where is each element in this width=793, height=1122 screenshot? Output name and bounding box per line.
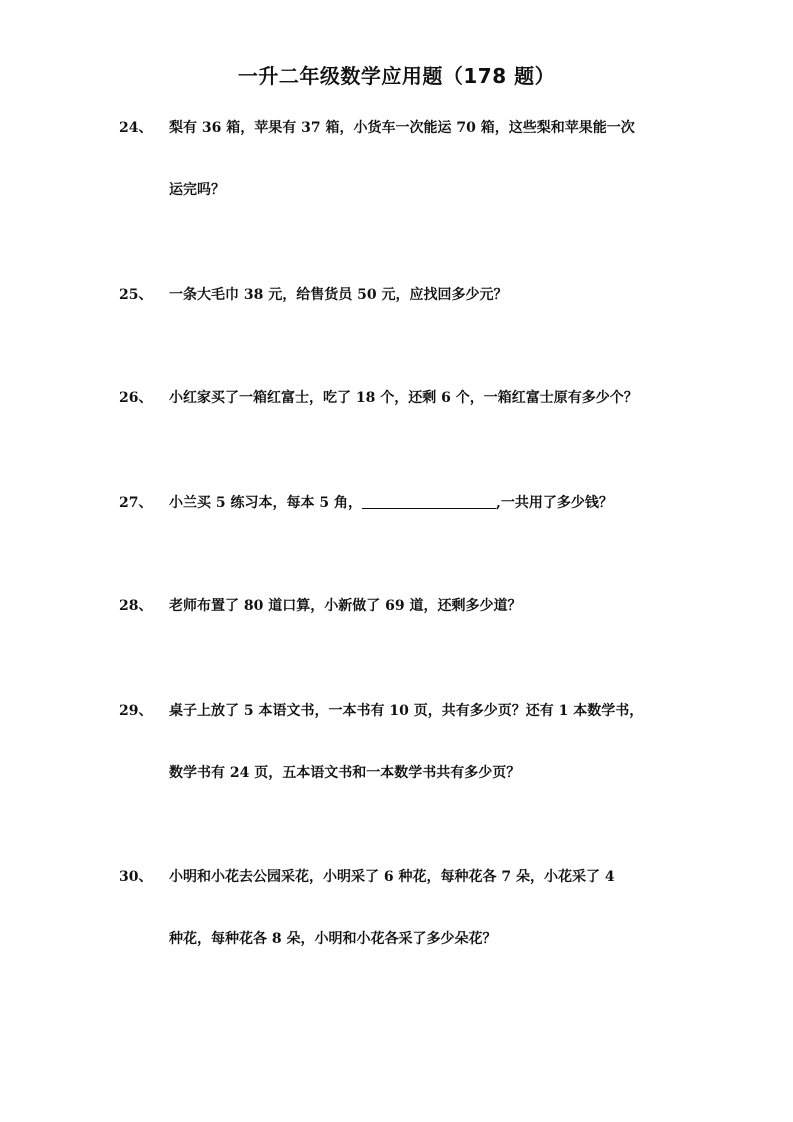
problem-text-line: 种花，每种花各 8 朵，小明和小花各采了多少朵花？: [169, 931, 497, 947]
problem-text-line: 老师布置了 80 道口算，小新做了 69 道，还剩多少道？: [169, 598, 522, 614]
problem-text-line: 数学书有 24 页，五本语文书和一本数学书共有多少页？: [169, 765, 521, 781]
problem-text-before-blank: 小兰买 5 练习本，每本 5 角，: [169, 495, 362, 511]
answer-blank[interactable]: [362, 494, 496, 509]
problem-number: 30、: [119, 869, 153, 885]
problem-number: 28、: [119, 598, 153, 614]
problem-text-line: 小红家买了一箱红富士，吃了 18 个，还剩 6 个，一箱红富士原有多少个？: [169, 390, 638, 406]
problem-text-line: 桌子上放了 5 本语文书，一本书有 10 页，共有多少页？还有 1 本数学书，: [169, 703, 644, 719]
problem-text-line: 小明和小花去公园采花，小明采了 6 种花，每种花各 7 朵，小花采了 4: [169, 869, 615, 885]
problem-number: 25、: [119, 287, 153, 303]
problem-number: 26、: [119, 390, 153, 406]
problem-number: 29、: [119, 703, 153, 719]
problem-text-line: [169, 493, 613, 513]
problem-number: 27、: [119, 495, 153, 511]
problem-text-line: 运完吗？: [169, 182, 225, 198]
page-title: 一升二年级数学应用题（178 题）: [237, 64, 556, 88]
problem-number: 24、: [119, 120, 153, 136]
problem-text-line: 一条大毛巾 38 元，给售货员 50 元，应找回多少元？: [169, 287, 508, 303]
problem-text-line: 梨有 36 箱，苹果有 37 箱，小货车一次能运 70 箱，这些梨和苹果能一次: [169, 120, 635, 136]
problem-text-after-blank: ,一共用了多少钱？: [495, 495, 613, 511]
